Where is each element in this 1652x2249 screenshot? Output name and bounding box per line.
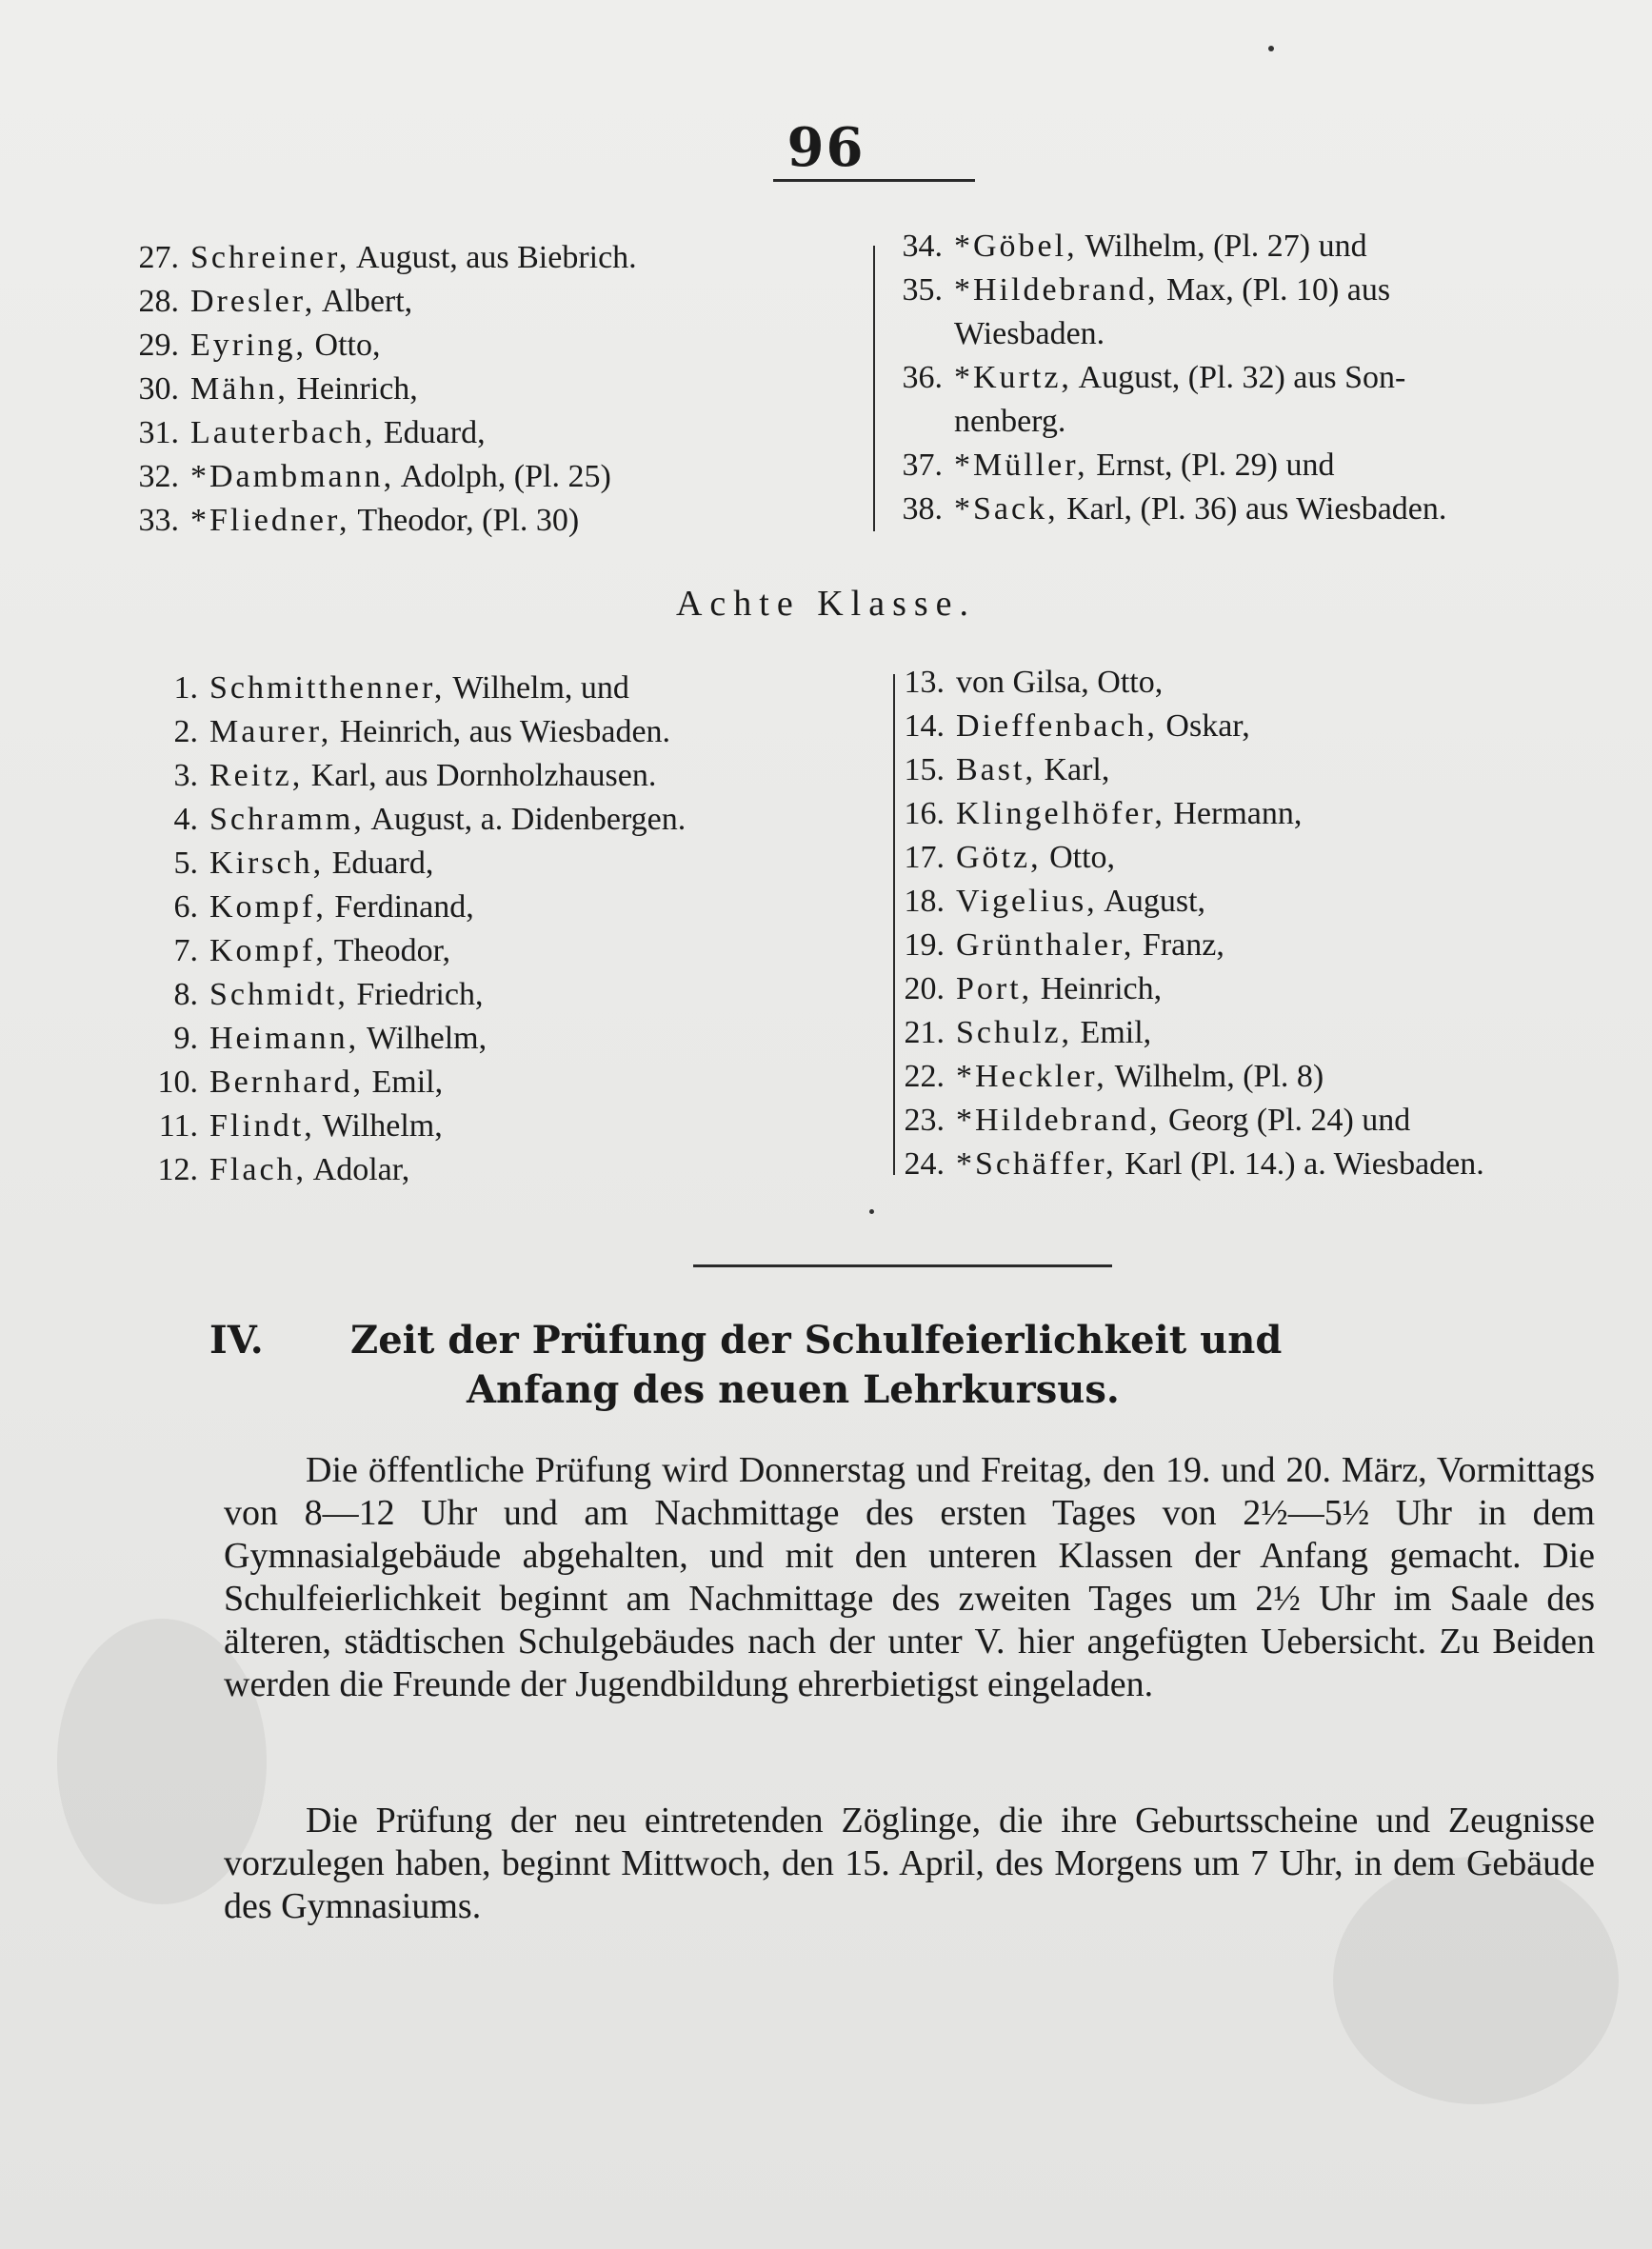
item-number: 13.: [904, 665, 945, 700]
item-details: Theodor, (Pl. 30): [349, 503, 580, 538]
surname: Port,: [956, 971, 1033, 1006]
list-item: [887, 840, 1115, 876]
item-details: Karl, aus Dornholzhausen.: [303, 758, 657, 793]
item-number: 9.: [173, 1021, 198, 1056]
list-item: [886, 404, 1065, 440]
list-item: [122, 503, 579, 539]
item-details: Heinrich, aus Wiesbaden.: [331, 714, 671, 749]
list-item: [141, 889, 474, 925]
item-number: 23.: [904, 1103, 945, 1138]
section-title-line1: Zeit der Prüfung der Schulfeierlichkeit und: [350, 1318, 1283, 1363]
list-item: [122, 415, 486, 451]
item-number: 8.: [173, 977, 198, 1012]
list-item: [141, 1152, 409, 1188]
surname: Bernhard,: [209, 1065, 365, 1100]
item-details: Georg (Pl. 24) und: [1160, 1103, 1411, 1138]
surname: *Heckler,: [956, 1059, 1107, 1094]
body-paragraph: Die öffentliche Prüfung wird Donnerstag und Freitag, den 19. und 20. März, Vormittags von 8—12 Uhr und am Nachmittage des ersten Tages von 2½—5½ Uhr in dem Gymnasialgebäude abgehalten, und mit den unteren Klassen der Anfang gemacht. Die Schulfeierlichkeit beginnt am Nachmittage des zweiten Tages um 2½ Uhr im Saale des älteren, städtischen Schulgebäudes nach der unter V. hier angefügten Uebersicht. Zu Beiden werden die Freunde der Jugendbildung ehrerbietigst eingeladen.: [224, 1450, 1595, 1704]
item-details: Emil,: [1072, 1015, 1152, 1050]
item-details: Emil,: [364, 1065, 444, 1100]
item-details: Otto,: [307, 328, 381, 363]
list-item: [887, 665, 1163, 701]
item-details: Friedrich,: [348, 977, 484, 1012]
list-item: [887, 884, 1205, 920]
list-item: [141, 758, 656, 794]
item-number: 18.: [904, 884, 945, 919]
item-details: Wilhelm, und: [445, 670, 629, 706]
item-number: 12.: [157, 1152, 198, 1187]
body-paragraph: Die Prüfung der neu eintretenden Zöglinge, die ihre Geburtsscheine und Zeugnisse vorzulegen haben, beginnt Mittwoch, den 15. April, des Morgens um 7 Uhr, in dem Gebäude des Gymnasiums.: [224, 1801, 1595, 1926]
list-item: [122, 284, 412, 320]
item-details: Otto,: [1041, 840, 1116, 875]
eighth-class-right: [887, 665, 1611, 1198]
item-details: Eduard,: [324, 846, 434, 881]
item-number: 19.: [904, 927, 945, 963]
item-details: Eduard,: [375, 415, 486, 450]
item-details: Ferdinand,: [326, 889, 474, 925]
surname: *Hildebrand,: [954, 272, 1159, 308]
item-number: 1.: [173, 670, 198, 706]
item-details: Wilhelm,: [359, 1021, 488, 1056]
list-item: [886, 272, 1390, 308]
item-details: Adolar,: [307, 1152, 410, 1187]
item-number: 30.: [138, 371, 179, 407]
item-number: 20.: [904, 971, 945, 1006]
item-number: 14.: [904, 708, 945, 744]
list-item: [887, 708, 1250, 745]
item-details: August, aus Biebrich.: [349, 240, 637, 275]
item-details: Wilhelm, (Pl. 27) und: [1077, 229, 1367, 264]
item-details: Ernst, (Pl. 29) und: [1087, 448, 1335, 483]
surname: *Hildebrand,: [956, 1103, 1161, 1138]
item-number: 38.: [902, 491, 943, 527]
item-details: August,: [1097, 884, 1206, 919]
item-details: Karl, (Pl. 36) aus Wiesbaden.: [1058, 491, 1447, 527]
list-item: [141, 846, 433, 882]
list-item: [886, 491, 1446, 527]
item-number: 17.: [904, 840, 945, 875]
page-number: 96: [786, 116, 866, 179]
item-details: Heinrich,: [288, 371, 418, 407]
list-item: [886, 316, 1105, 352]
list-item: [887, 927, 1224, 964]
surname: Eyring,: [190, 328, 308, 363]
item-details: Oskar,: [1157, 708, 1250, 744]
list-item: [887, 1015, 1151, 1051]
item-number: 21.: [904, 1015, 945, 1050]
surname: Schramm,: [209, 802, 365, 837]
surname: *Göbel,: [954, 229, 1078, 264]
item-details: Max, (Pl. 10) aus: [1158, 272, 1391, 308]
item-number: 6.: [173, 889, 198, 925]
item-number: 15.: [904, 752, 945, 787]
item-details: Karl (Pl. 14.) a. Wiesbaden.: [1116, 1146, 1484, 1182]
surname: Dresler,: [190, 284, 316, 319]
surname: Maurer,: [209, 714, 332, 749]
surname: Schmitthenner,: [209, 670, 446, 706]
ink-speck: [1268, 46, 1274, 51]
item-number: 31.: [138, 415, 179, 450]
item-number: 28.: [138, 284, 179, 319]
list-item: [141, 1065, 443, 1101]
item-number: 4.: [173, 802, 198, 837]
surname: Flach,: [209, 1152, 308, 1187]
column-divider: [873, 246, 875, 531]
top-list-right: [886, 229, 1609, 552]
surname: *Müller,: [954, 448, 1088, 483]
item-number: 7.: [173, 933, 198, 968]
list-item: [141, 714, 670, 750]
item-details: nenberg.: [954, 404, 1066, 439]
surname: Schreiner,: [190, 240, 350, 275]
surname: Kompf,: [209, 889, 327, 925]
list-item: [887, 1059, 1324, 1095]
item-number: 29.: [138, 328, 179, 363]
list-item: [122, 240, 637, 276]
list-item: [122, 459, 611, 495]
surname: Kirsch,: [209, 846, 325, 881]
item-number: 34.: [902, 229, 943, 264]
surname: Kompf,: [209, 933, 327, 968]
item-number: 35.: [902, 272, 943, 308]
item-details: von Gilsa, Otto,: [956, 665, 1164, 700]
eighth-class-left: [141, 670, 884, 1204]
item-details: Hermann,: [1164, 796, 1303, 831]
surname: *Dambmann,: [190, 459, 395, 494]
item-number: 33.: [138, 503, 179, 538]
item-details: Wilhelm,: [314, 1108, 443, 1144]
item-details: Albert,: [315, 284, 413, 319]
surname: Bast,: [956, 752, 1036, 787]
list-item: [886, 448, 1334, 484]
list-item: [887, 971, 1162, 1007]
list-item: [122, 371, 418, 408]
surname: *Sack,: [954, 491, 1059, 527]
list-item: [886, 360, 1405, 396]
item-number: 2.: [173, 714, 198, 749]
list-item: [887, 1146, 1484, 1183]
ink-speck: [869, 1209, 874, 1214]
list-item: [122, 328, 381, 364]
item-details: Wiesbaden.: [954, 316, 1105, 351]
surname: Mähn,: [190, 371, 289, 407]
list-item: [887, 752, 1109, 788]
surname: *Kurtz,: [954, 360, 1072, 395]
item-details: August, (Pl. 32) aus Son-: [1071, 360, 1406, 395]
item-details: Karl,: [1035, 752, 1110, 787]
list-item: [141, 977, 483, 1013]
item-number: 36.: [902, 360, 943, 395]
item-details: Wilhelm, (Pl. 8): [1106, 1059, 1324, 1094]
list-item: [887, 1103, 1410, 1139]
list-item: [886, 229, 1367, 265]
item-number: 3.: [173, 758, 198, 793]
surname: Vigelius,: [956, 884, 1098, 919]
class-heading: Achte Klasse.: [675, 584, 977, 624]
surname: Schmidt,: [209, 977, 348, 1012]
list-item: [887, 796, 1302, 832]
item-details: Franz,: [1134, 927, 1224, 963]
list-item: [141, 1021, 487, 1057]
item-details: Theodor,: [326, 933, 451, 968]
surname: Lauterbach,: [190, 415, 376, 450]
surname: Schulz,: [956, 1015, 1073, 1050]
section-title-line2: Anfang des neuen Lehrkursus.: [467, 1367, 1120, 1412]
top-list-left: [122, 240, 865, 554]
item-number: 37.: [902, 448, 943, 483]
surname: Heimann,: [209, 1021, 360, 1056]
item-details: August, a. Didenbergen.: [364, 802, 687, 837]
item-details: Heinrich,: [1032, 971, 1163, 1006]
section-number: IV.: [209, 1318, 264, 1363]
item-number: 10.: [157, 1065, 198, 1100]
item-number: 27.: [138, 240, 179, 275]
item-number: 11.: [158, 1108, 198, 1144]
surname: Dieffenbach,: [956, 708, 1158, 744]
list-item: [141, 670, 629, 707]
list-item: [141, 1108, 443, 1144]
surname: Götz,: [956, 840, 1042, 875]
item-number: 16.: [904, 796, 945, 831]
item-number: 22.: [904, 1059, 945, 1094]
header-rule: [773, 179, 975, 182]
item-number: 24.: [904, 1146, 945, 1182]
item-number: 5.: [173, 846, 198, 881]
surname: Flindt,: [209, 1108, 315, 1144]
surname: Reitz,: [209, 758, 304, 793]
surname: Grünthaler,: [956, 927, 1135, 963]
item-details: Adolph, (Pl. 25): [394, 459, 611, 494]
surname: Klingelhöfer,: [956, 796, 1165, 831]
list-item: [141, 933, 450, 969]
surname: *Schäffer,: [956, 1146, 1117, 1182]
surname: *Fliedner,: [190, 503, 350, 538]
list-item: [141, 802, 686, 838]
item-number: 32.: [138, 459, 179, 494]
section-rule: [693, 1264, 1112, 1267]
